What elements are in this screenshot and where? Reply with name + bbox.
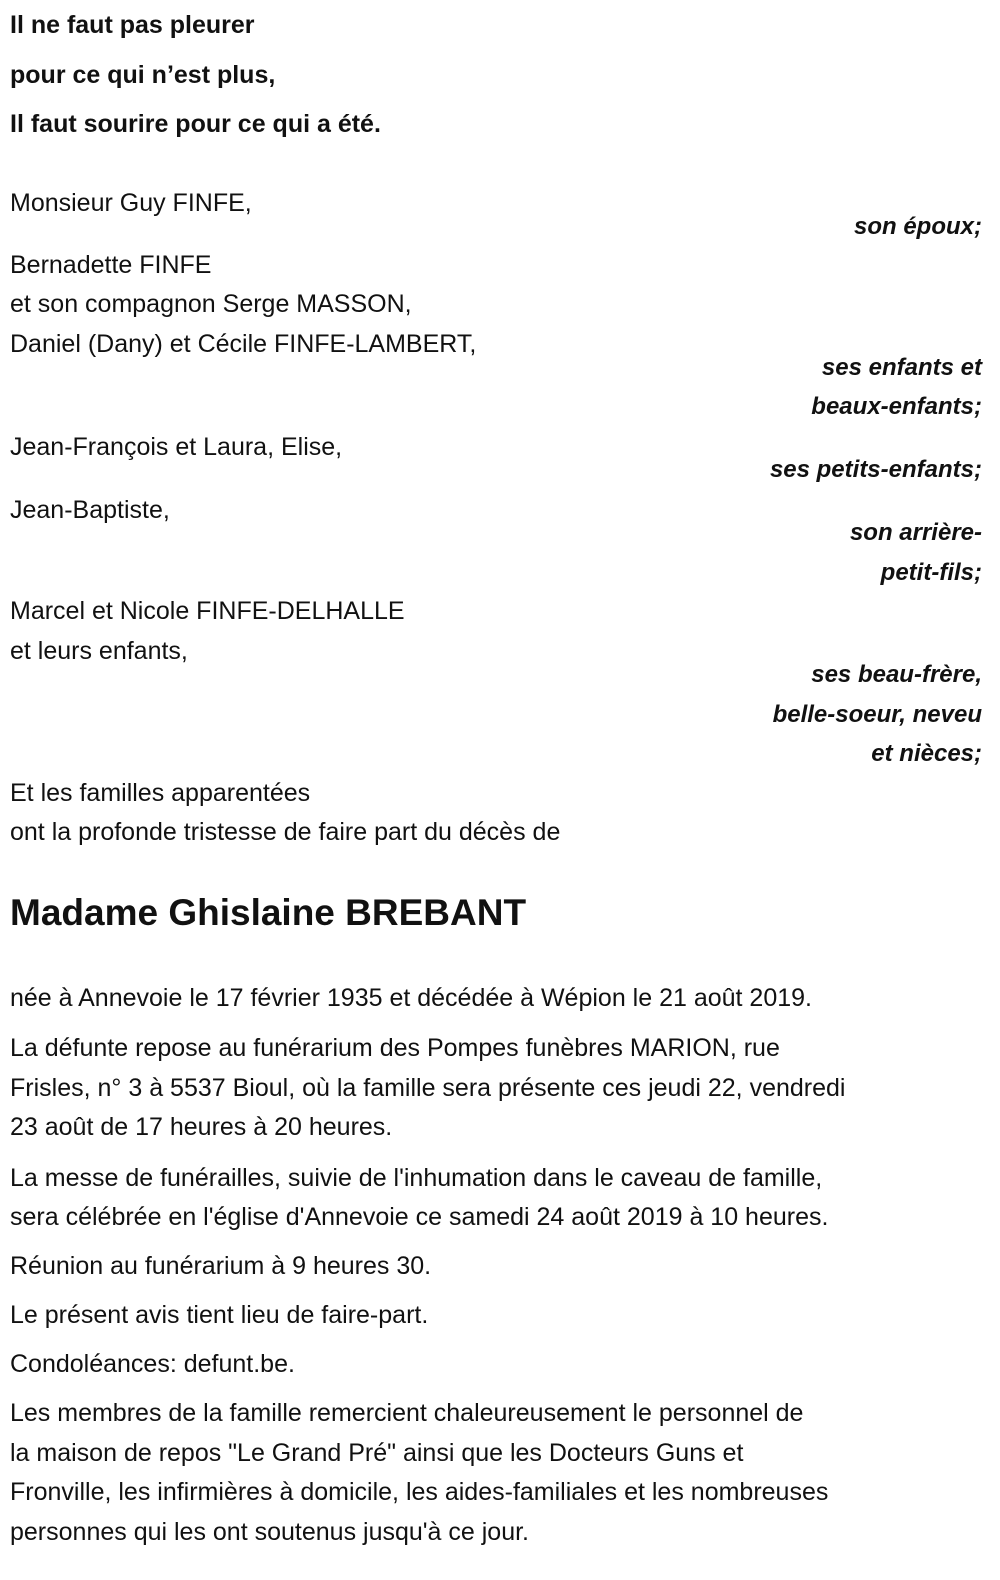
details-line: la maison de repos "Le Grand Pré" ainsi que les Docteurs Guns et <box>10 1439 744 1467</box>
family-role: son arrière- <box>849 519 982 546</box>
details-line: Les membres de la famille remercient chaleureusement le personnel de <box>10 1399 804 1427</box>
family-role: ses enfants et <box>821 354 982 381</box>
closing-line: Et les familles apparentées <box>10 779 311 807</box>
family-role: son époux; <box>853 213 982 240</box>
details-line: Condoléances: defunt.be. <box>10 1350 295 1378</box>
details-line: 23 août de 17 heures à 20 heures. <box>10 1113 393 1141</box>
details-line: La messe de funérailles, suivie de l'inhumation dans le caveau de famille, <box>10 1164 823 1192</box>
details-line: Frisles, n° 3 à 5537 Bioul, où la famille sera présente ces jeudi 22, vendredi <box>10 1074 846 1102</box>
closing-line: ont la profonde tristesse de faire part du décès de <box>10 818 561 846</box>
family-name: Jean-Baptiste, <box>10 496 170 524</box>
family-role: ses petits-enfants; <box>769 456 982 483</box>
details-line: née à Annevoie le 17 février 1935 et décédée à Wépion le 21 août 2019. <box>10 984 812 1012</box>
details-line: personnes qui les ont soutenus jusqu'à ce jour. <box>10 1518 530 1546</box>
details-line: Fronville, les infirmières à domicile, les aides-familiales et les nombreuses <box>10 1478 829 1506</box>
family-name: Daniel (Dany) et Cécile FINFE-LAMBERT, <box>10 330 477 358</box>
family-role: ses beau-frère, <box>811 661 982 688</box>
family-role: beaux-enfants; <box>811 393 982 420</box>
details-line: Le présent avis tient lieu de faire-part. <box>10 1301 429 1329</box>
deceased-name: Madame Ghislaine BREBANT <box>10 892 527 933</box>
poem-line: pour ce qui n’est plus, <box>10 61 276 89</box>
family-name: Bernadette FINFE <box>10 251 212 279</box>
family-name: Monsieur Guy FINFE, <box>10 189 252 217</box>
family-role: petit-fils; <box>880 559 982 586</box>
family-name: et leurs enfants, <box>10 637 188 665</box>
details-line: La défunte repose au funérarium des Pompes funèbres MARION, rue <box>10 1034 780 1062</box>
poem-line: Il faut sourire pour ce qui a été. <box>10 110 381 138</box>
family-name: Jean-François et Laura, Elise, <box>10 433 343 461</box>
details-line: Réunion au funérarium à 9 heures 30. <box>10 1252 432 1280</box>
family-role: belle-soeur, neveu <box>772 701 982 728</box>
details-line: sera célébrée en l'église d'Annevoie ce samedi 24 août 2019 à 10 heures. <box>10 1203 829 1231</box>
family-name: Marcel et Nicole FINFE-DELHALLE <box>10 597 405 625</box>
family-role: et nièces; <box>871 740 982 767</box>
poem-line: Il ne faut pas pleurer <box>10 11 255 39</box>
family-name: et son compagnon Serge MASSON, <box>10 290 412 318</box>
